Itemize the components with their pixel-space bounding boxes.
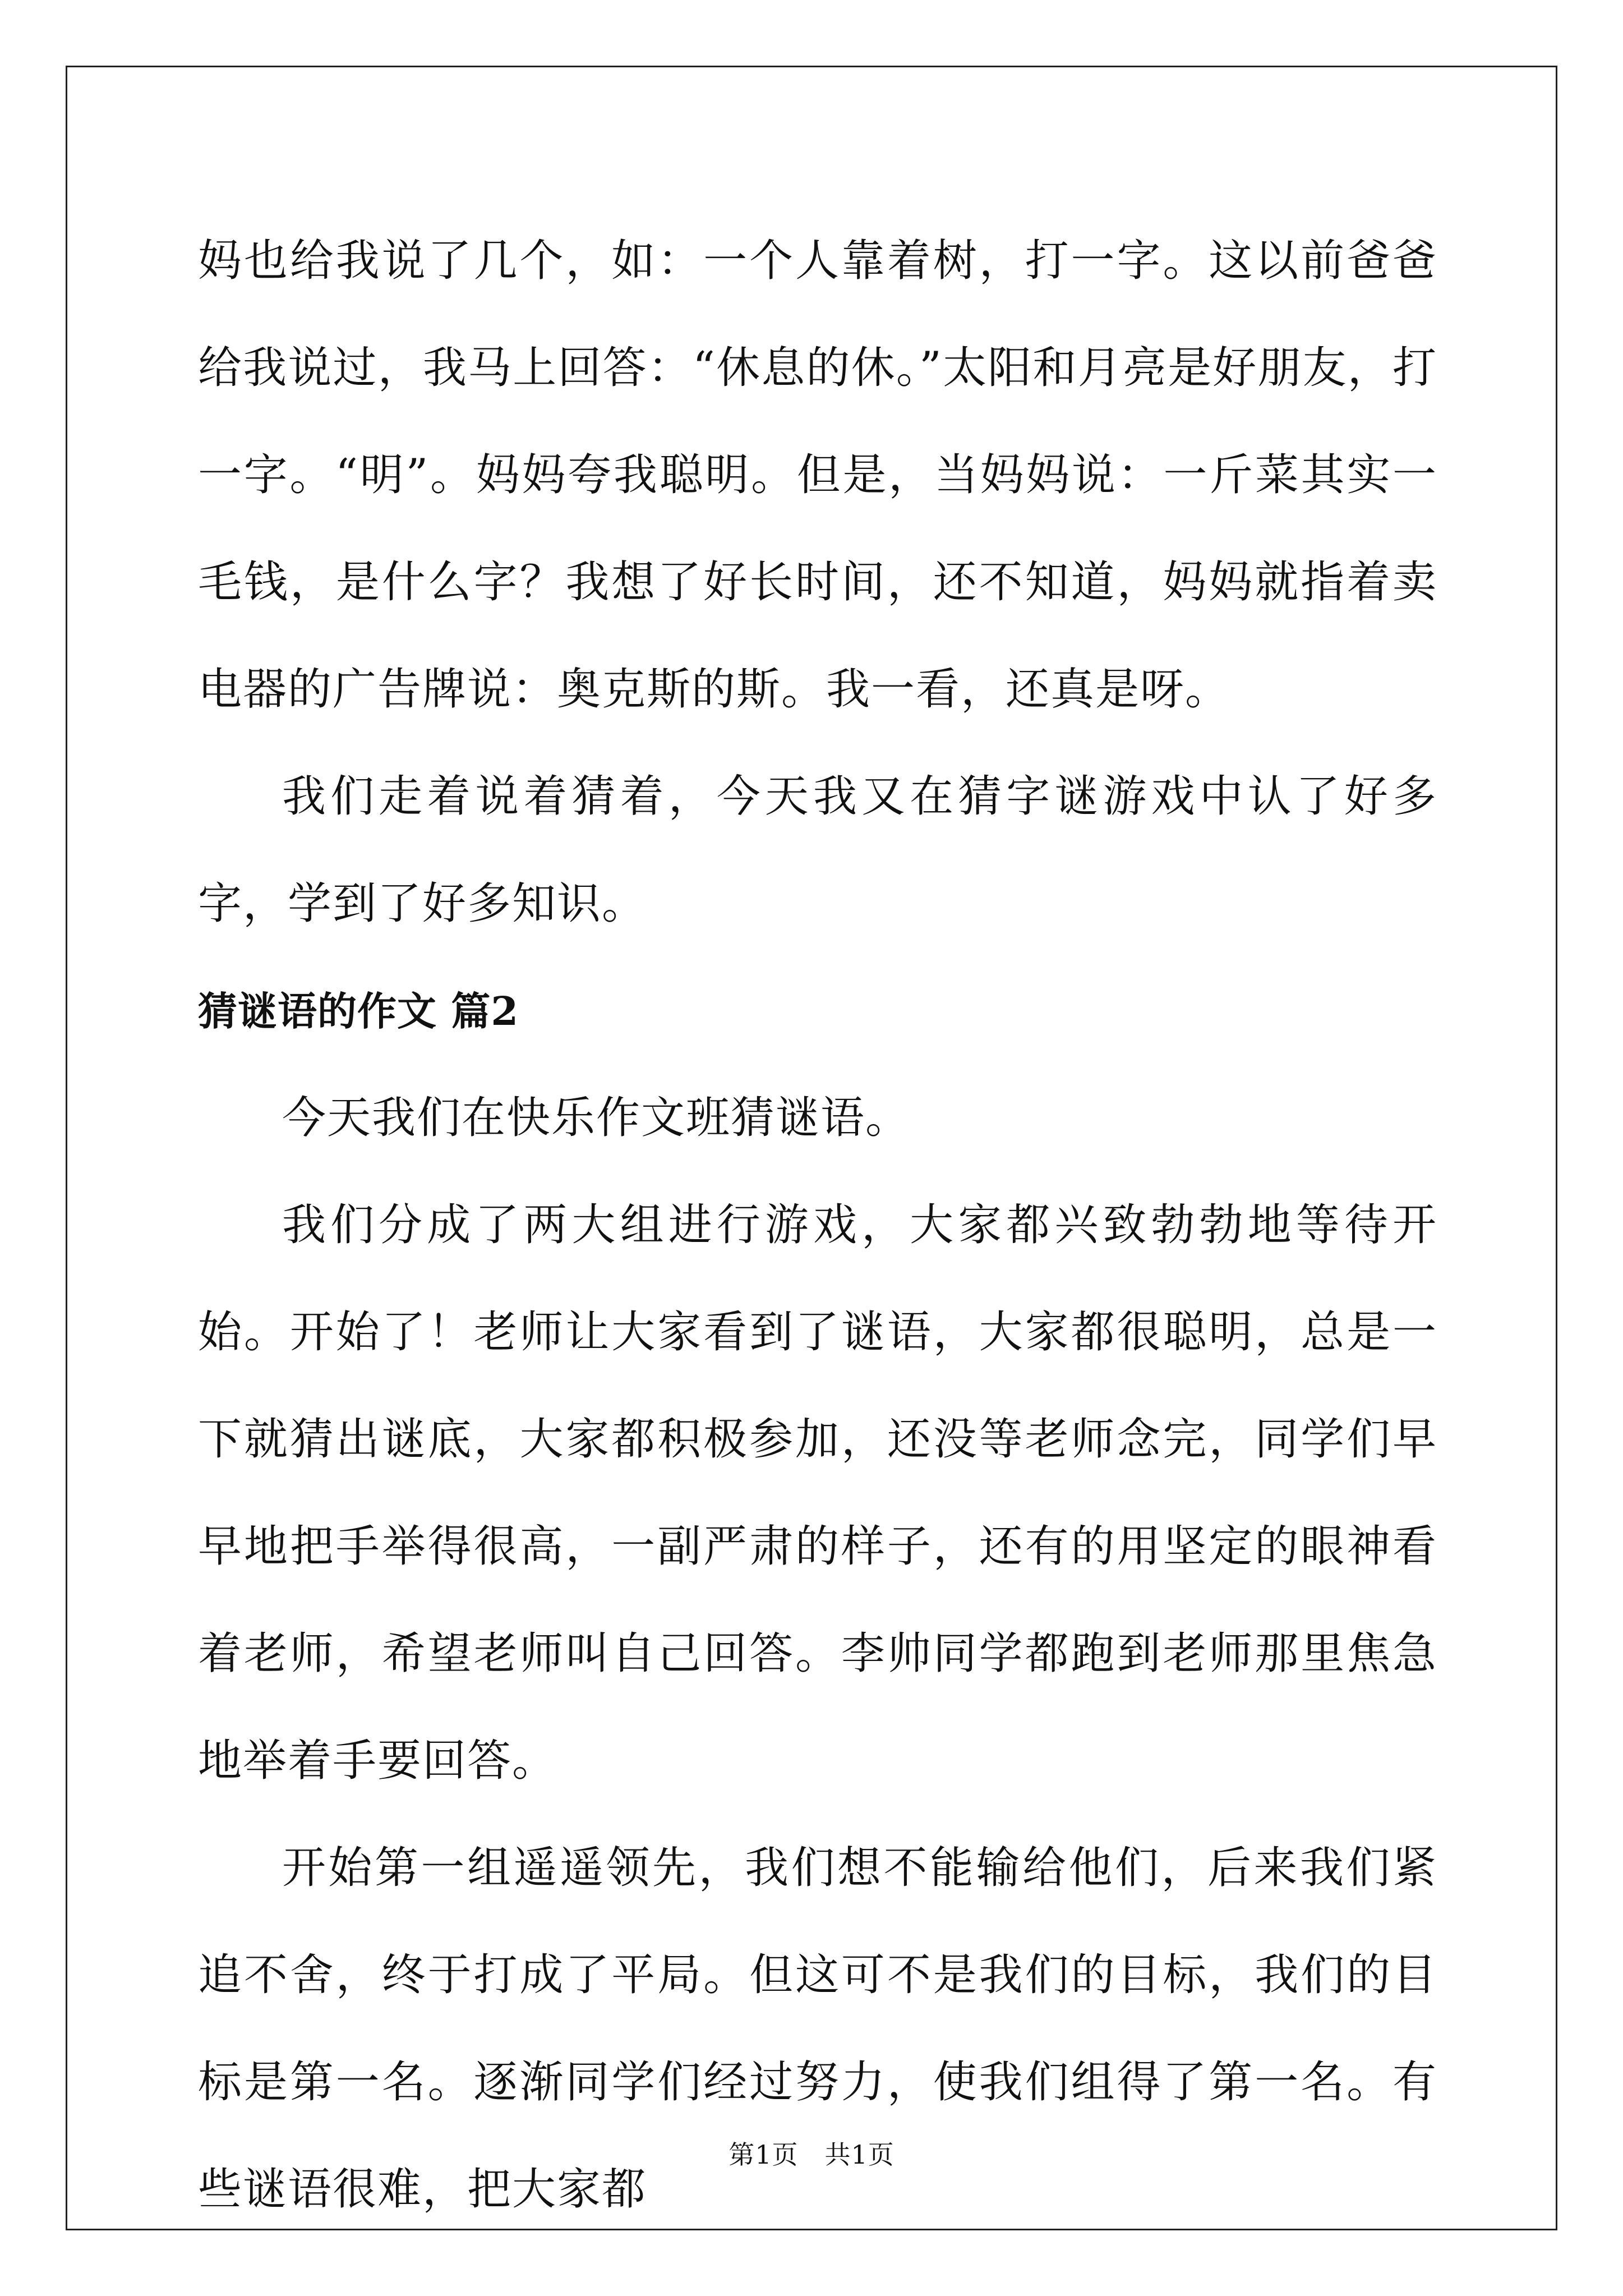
paragraph-game: 我们分成了两大组进行游戏，大家都兴致勃勃地等待开始。开始了！老师让大家看到了谜语，大家都很聪明，总是一下就猜出谜底，大家都积极参加，还没等老师念完，同学们早早地把手举得很高，一副严肃的样子，还有的用坚定的眼神看着老师，希望老师叫自己回答。李帅同学都跑到老师那里焦急地举着手要回答。: [198, 1200, 1437, 1786]
page-footer: 第1页 共1页: [728, 2139, 895, 2170]
document-body: [198, 208, 1437, 2243]
paragraph-intro: 今天我们在快乐作文班猜谜语。: [282, 1093, 911, 1143]
paragraph-continued: 妈也给我说了几个，如：一个人靠着树，打一字。这以前爸爸给我说过，我马上回答：“休息的休。”太阳和月亮是好朋友，打一字。“明”。妈妈夸我聪明。但是，当妈妈说：一斤菜其实一毛钱，是什么字？我想了好长时间，还不知道，妈妈就指着卖电器的广告牌说：奥克斯的斯。我一看，还真是呀。: [198, 236, 1437, 715]
paragraph-conclusion: 我们走着说着猜着，今天我又在猜字谜游戏中认了好多字，学到了好多知识。: [198, 771, 1437, 929]
section-heading: 猜谜语的作文 篇2: [198, 988, 519, 1034]
paragraph-result: 开始第一组遥遥领先，我们想不能输给他们，后来我们紧追不舍，终于打成了平局。但这可不是我们的目标，我们的目标是第一名。逐渐同学们经过努力，使我们组得了第一名。有些谜语很难，把大家都: [198, 1843, 1437, 2215]
